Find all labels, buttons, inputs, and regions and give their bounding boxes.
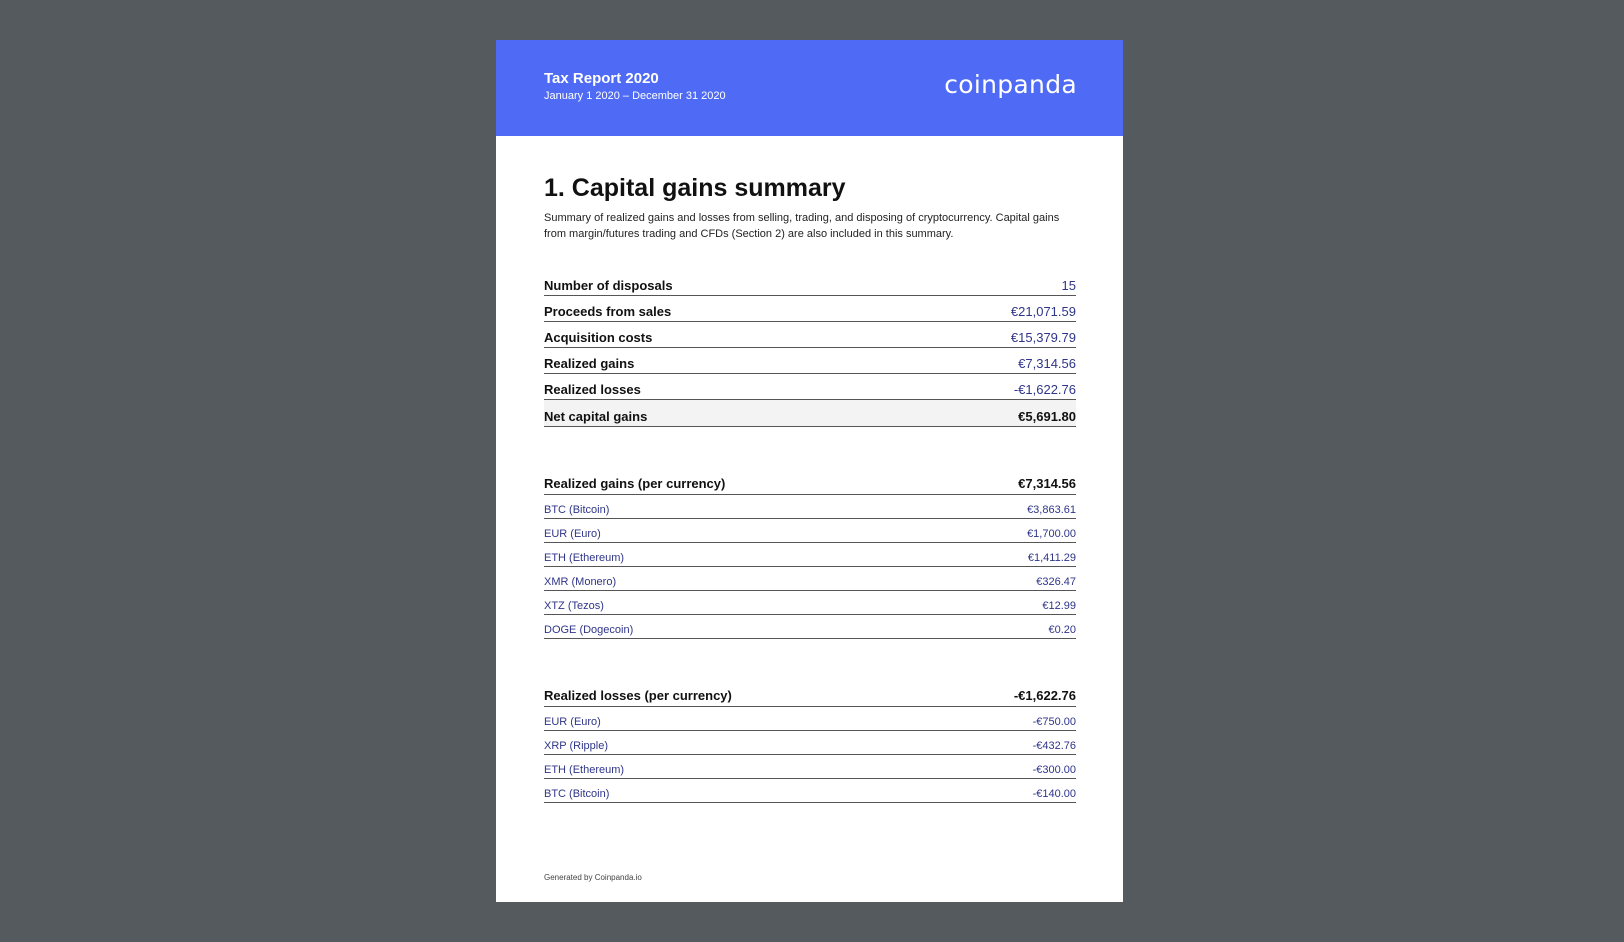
report-header xyxy=(496,40,1123,136)
table-row xyxy=(544,707,1076,731)
currency-label: DOGE (Dogecoin) xyxy=(544,624,634,636)
currency-label: ETH (Ethereum) xyxy=(544,552,625,564)
currency-label: EUR (Euro) xyxy=(544,716,601,728)
summary-row-disposals xyxy=(544,270,1076,296)
currency-value: €326.47 xyxy=(1036,576,1076,588)
table-row xyxy=(544,615,1076,639)
gains-header-row xyxy=(544,467,1076,495)
section-description: Summary of realized gains and losses from selling, trading, and disposing of cryptocurrency. Capital gains from margin/futures trading and CFDs (Section 2) are also included in this summary. xyxy=(544,212,1060,240)
currency-value: €1,700.00 xyxy=(1027,528,1076,540)
table-row xyxy=(544,543,1076,567)
summary-value: €5,691.80 xyxy=(1018,409,1076,424)
currency-value: -€432.76 xyxy=(1032,740,1076,752)
summary-label: Realized losses xyxy=(544,382,641,397)
report-content xyxy=(544,172,1076,803)
report-footer: Generated by Coinpanda.io xyxy=(544,873,642,882)
currency-value: -€140.00 xyxy=(1032,788,1076,800)
report-date-range: January 1 2020 – December 31 2020 xyxy=(544,90,726,102)
summary-value: -€1,622.76 xyxy=(1013,382,1076,397)
currency-label: EUR (Euro) xyxy=(544,528,601,540)
gains-title: Realized gains (per currency) xyxy=(544,476,726,491)
losses-per-currency-table xyxy=(544,679,1076,803)
losses-header-row xyxy=(544,679,1076,707)
currency-value: €12.99 xyxy=(1042,600,1076,612)
table-row xyxy=(544,755,1076,779)
table-row xyxy=(544,495,1076,519)
report-page xyxy=(496,40,1123,902)
losses-title: Realized losses (per currency) xyxy=(544,688,732,703)
summary-label: Realized gains xyxy=(544,356,635,371)
summary-value: 15 xyxy=(1061,278,1076,293)
currency-value: -€750.00 xyxy=(1032,716,1076,728)
table-row xyxy=(544,591,1076,615)
coinpanda-logo: coinpanda xyxy=(944,70,1077,99)
currency-label: XTZ (Tezos) xyxy=(544,600,604,612)
table-row xyxy=(544,731,1076,755)
summary-value: €15,379.79 xyxy=(1010,330,1076,345)
table-row xyxy=(544,519,1076,543)
table-row xyxy=(544,779,1076,803)
currency-label: XRP (Ripple) xyxy=(544,740,608,752)
summary-label: Net capital gains xyxy=(544,409,648,424)
summary-label: Proceeds from sales xyxy=(544,304,672,319)
currency-value: €3,863.61 xyxy=(1027,504,1076,516)
currency-label: XMR (Monero) xyxy=(544,576,617,588)
summary-table xyxy=(544,270,1076,427)
currency-value: €1,411.29 xyxy=(1027,552,1076,564)
summary-row-realized-losses xyxy=(544,374,1076,400)
gains-per-currency-table xyxy=(544,467,1076,639)
currency-label: BTC (Bitcoin) xyxy=(544,504,610,516)
losses-total: -€1,622.76 xyxy=(1013,688,1076,703)
table-row xyxy=(544,567,1076,591)
summary-row-acquisition-costs xyxy=(544,322,1076,348)
summary-label: Acquisition costs xyxy=(544,330,653,345)
currency-value: -€300.00 xyxy=(1032,764,1076,776)
summary-value: €21,071.59 xyxy=(1010,304,1076,319)
summary-row-net-capital-gains xyxy=(544,400,1076,427)
currency-label: BTC (Bitcoin) xyxy=(544,788,610,800)
summary-row-proceeds xyxy=(544,296,1076,322)
section-title: 1. Capital gains summary xyxy=(544,174,846,202)
summary-value: €7,314.56 xyxy=(1018,356,1076,371)
summary-row-realized-gains xyxy=(544,348,1076,374)
currency-value: €0.20 xyxy=(1048,624,1076,636)
gains-total: €7,314.56 xyxy=(1018,476,1076,491)
currency-label: ETH (Ethereum) xyxy=(544,764,625,776)
summary-label: Number of disposals xyxy=(544,278,673,293)
report-title: Tax Report 2020 xyxy=(544,70,659,87)
